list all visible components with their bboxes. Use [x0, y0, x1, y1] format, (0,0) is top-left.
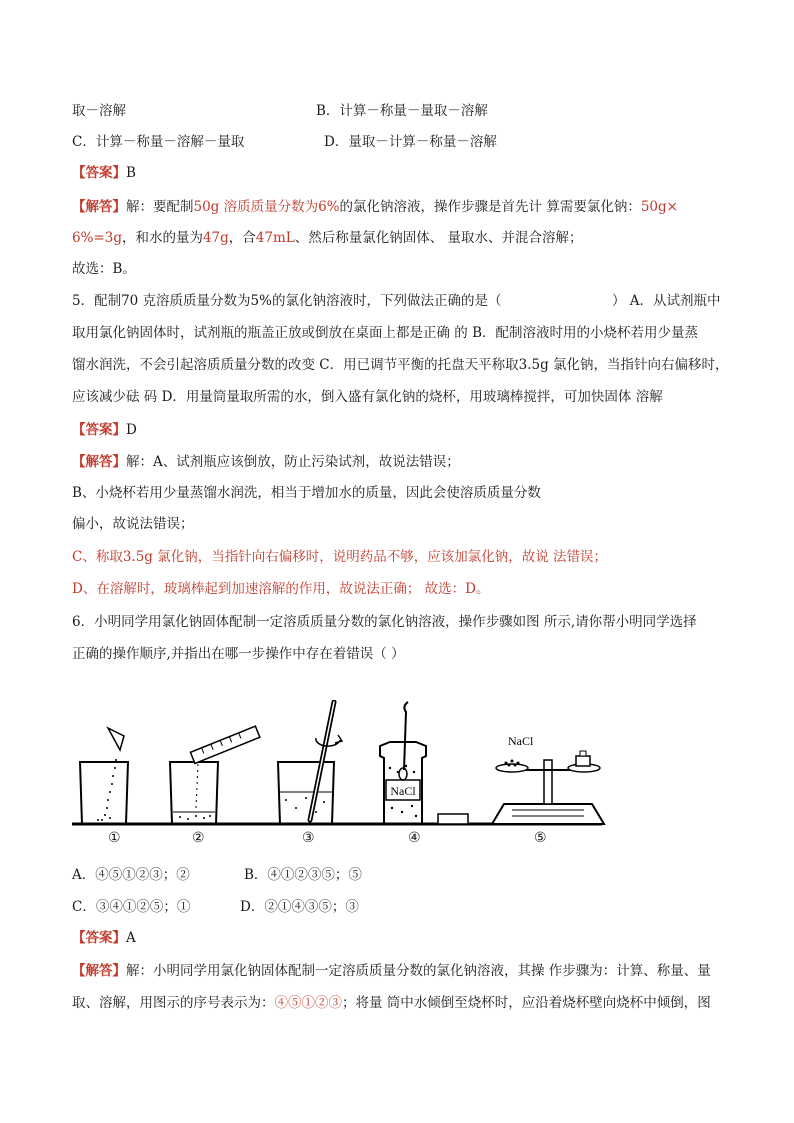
q5-stem-text: 取用氯化钠固体时，试剂瓶的瓶盖正放或倒放在桌面上都是正确 的 B．配制溶液时用的小烧杯若用少量蒸 — [72, 325, 699, 341]
figure-label-5: ⑤ — [534, 830, 547, 846]
q6-option-d — [240, 896, 359, 918]
answer-tag: 【答案】 — [72, 422, 126, 438]
q6-stem-line-2 — [72, 643, 405, 665]
q4-option-c-text: C．计算－称量－溶解－量取 — [72, 134, 245, 150]
q5-stem-line-1-end — [612, 290, 721, 312]
analysis-text: ，和水的量为 — [121, 230, 203, 246]
q5-stem-text: 馏水润洗，不会引起溶质质量分数的改变 C．用已调节平衡的托盘天平称取3.5g 氯化钠，当指针向右偏移时， — [72, 357, 729, 373]
figure-label-4: ④ — [408, 830, 421, 846]
q5-stem-text: 应该减少砝 码 D．用量筒量取所需的水，倒入盛有氯化钠的烧杯，用玻璃棒搅拌，可加快固体 溶解 — [72, 389, 663, 405]
analysis-text: 的氯化钠溶液，操作步骤是首先计 算需要氯化钠： — [339, 199, 641, 215]
q6-option-a-text: A．④⑤①②③；② — [72, 867, 190, 883]
step-1-pour-solid-illustration — [80, 728, 128, 824]
step-2-pour-water-illustration — [170, 726, 260, 824]
bottle-label-text: NaCl — [390, 784, 416, 798]
q6-option-d-text: D．②①④③⑤；③ — [240, 899, 359, 915]
q6-analysis-line-2 — [72, 992, 711, 1014]
analysis-text: ；将量 筒中水倾倒至烧杯时，应沿着烧杯壁向烧杯中倾倒，图 — [342, 995, 711, 1011]
q5-stem-line-1 — [72, 290, 501, 312]
paper-funnel — [108, 728, 124, 750]
analysis-text: 解：A、试剂瓶应该倒放，防止污染试剂，故说法错误； — [126, 454, 460, 470]
q4-option-b-text: B．计算－称量－量取－溶解 — [316, 103, 488, 119]
analysis-highlight: 6%=3g — [72, 230, 122, 246]
weight — [576, 756, 590, 766]
q4-option-d-text: D．量取－计算－称量－溶解 — [324, 134, 497, 150]
analysis-highlight: 50g× — [640, 199, 678, 215]
spoon — [404, 702, 408, 770]
q4-choose — [72, 258, 136, 280]
analysis-tag: 【解答】 — [72, 454, 126, 470]
balance-base — [492, 804, 604, 824]
q5-stem-text: 5．配制70 克溶质质量分数为5%的氯化钠溶液时，下列做法正确的是（ — [72, 293, 502, 309]
analysis-highlight: 47mL — [255, 230, 295, 246]
q6-stem-text: 正确的操作顺序,并指出在哪一步操作中存在着错误（ ） — [72, 646, 405, 662]
q5-stem-line-2 — [72, 322, 698, 344]
figure-label-2: ② — [192, 830, 205, 846]
figure-labels — [72, 830, 612, 850]
analysis-text: 、然后称量氯化钠固体、 量取水、并混合溶解； — [294, 230, 583, 246]
q5-analysis-a — [72, 451, 460, 473]
q4-option-b — [316, 100, 488, 122]
balance-post — [544, 760, 552, 804]
beaker-1 — [80, 762, 128, 824]
analysis-text: 偏小，故说法错误； — [72, 516, 194, 532]
analysis-highlight: ④⑤①②③ — [274, 995, 342, 1011]
figure-label-1: ① — [108, 830, 121, 846]
choose-text: 故选：B。 — [72, 261, 136, 277]
answer-value: D — [126, 422, 137, 438]
q6-option-c-text: C．③④①②⑤；① — [72, 899, 191, 915]
answer-value: A — [126, 930, 136, 946]
q4-analysis-line-1 — [72, 196, 678, 218]
q5-analysis-c — [72, 546, 607, 568]
analysis-text: 解：要配制 — [126, 199, 194, 215]
analysis-highlight: 47g — [202, 230, 229, 246]
analysis-text: C、称取3.5g 氯化钠，当指针向右偏移时，说明药品不够，应该加氯化钠，故说 法错误； — [72, 549, 608, 565]
balance-nacl-label: NaCl — [508, 734, 534, 748]
bottle-stopper — [438, 814, 468, 824]
q6-stem-line-1 — [72, 611, 697, 633]
left-pan — [496, 764, 528, 772]
analysis-highlight: 50g 溶质质量分数为6% — [193, 199, 340, 215]
q5-analysis-d — [72, 578, 489, 600]
q5-analysis-b-1 — [72, 482, 541, 504]
q6-option-c — [72, 896, 190, 918]
q5-stem-text: ） A．从试剂瓶中 — [612, 293, 721, 309]
q4-analysis-line-2 — [72, 227, 583, 249]
beaker-3 — [278, 762, 334, 824]
figure-label-3: ③ — [302, 830, 315, 846]
q6-option-b — [244, 864, 362, 886]
analysis-text: D、在溶解时，玻璃棒起到加速溶解的作用，故说法正确； 故选：D。 — [72, 581, 490, 597]
answer-tag: 【答案】 — [72, 165, 126, 181]
graduated-cylinder — [190, 726, 259, 763]
lab-procedure-figure — [72, 700, 612, 850]
q4-option-d — [324, 131, 497, 153]
step-4-reagent-bottle-illustration — [380, 702, 468, 824]
q5-analysis-b-2 — [72, 513, 194, 535]
q5-answer — [72, 419, 137, 441]
analysis-tag: 【解答】 — [72, 199, 126, 215]
analysis-text: B、小烧杯若用少量蒸馏水润洗，相当于增加水的质量，因此会使溶质质量分数 — [72, 485, 541, 501]
q4-options-row-1 — [72, 100, 126, 122]
q4-option-c — [72, 131, 244, 153]
q5-stem-line-4 — [72, 386, 663, 408]
answer-value: B — [126, 165, 136, 181]
step-5-balance-illustration — [492, 734, 604, 824]
analysis-text: 取、溶解，用图示的序号表示为： — [72, 995, 275, 1011]
q4-option-a-tail: 取－溶解 — [72, 103, 126, 119]
analysis-text: ，合 — [228, 230, 256, 246]
beaker-2 — [170, 762, 218, 824]
q4-answer — [72, 162, 136, 184]
q6-option-a — [72, 864, 190, 886]
q6-answer — [72, 927, 136, 949]
analysis-tag: 【解答】 — [72, 963, 126, 979]
step-3-stir-illustration — [278, 702, 342, 824]
q6-stem-text: 6．小明同学用氯化钠固体配制一定溶质质量分数的氯化钠溶液，操作步骤如图 所示,请你帮小明同学选择 — [72, 614, 697, 630]
q6-analysis-line-1 — [72, 960, 711, 982]
falling-solid — [97, 759, 117, 821]
q5-stem-line-3 — [72, 354, 729, 376]
q6-option-b-text: B．④①②③⑤；⑤ — [244, 867, 362, 883]
analysis-text: 解：小明同学用氯化钠固体配制一定溶质质量分数的氯化钠溶液，其操 作步骤为：计算、称量、量 — [126, 963, 711, 979]
answer-tag: 【答案】 — [72, 930, 126, 946]
